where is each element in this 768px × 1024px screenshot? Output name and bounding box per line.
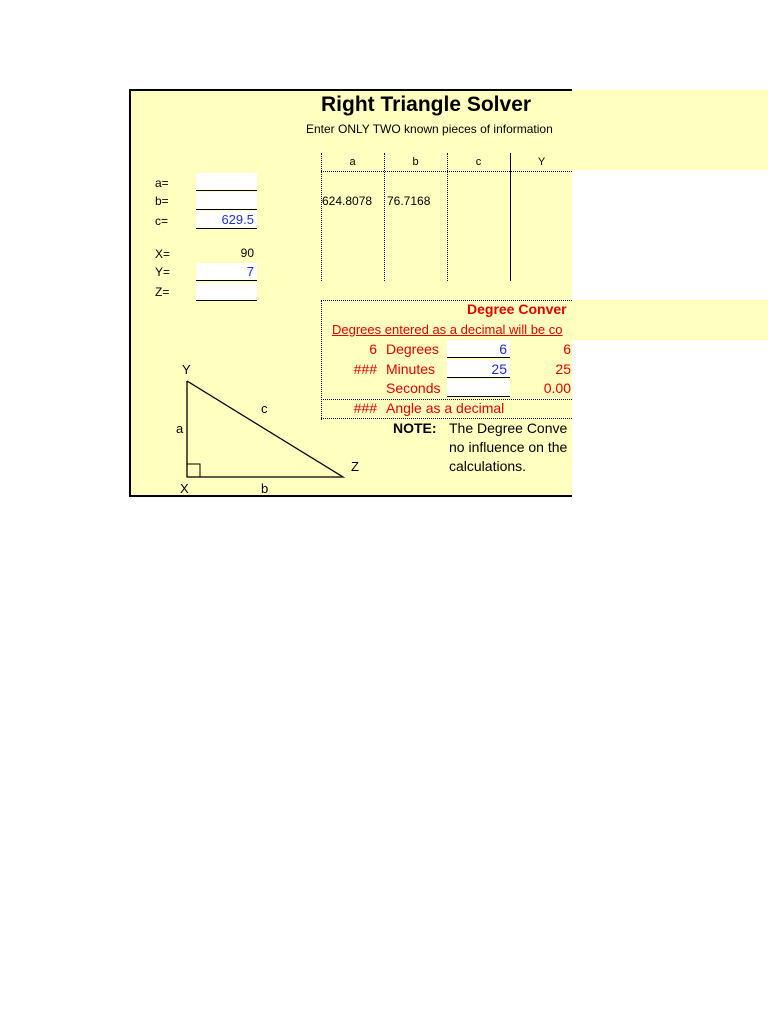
vertex-z-label: Z [351, 459, 359, 474]
triangle-outline [187, 381, 343, 477]
label-y: Y= [155, 265, 171, 279]
results-header-c: c [475, 156, 482, 168]
label-z: Z= [155, 285, 170, 299]
label-a: a= [155, 176, 169, 190]
note-line-1: The Degree Conve [449, 420, 568, 436]
converter-minutes-input[interactable]: 25 [447, 360, 510, 378]
side-b-label: b [261, 481, 269, 496]
results-header-a: a [349, 156, 356, 168]
converter-subtitle: Degrees entered as a decimal will be co [332, 322, 563, 337]
converter-minutes-label: Minutes [386, 361, 436, 377]
note-line-3: calculations. [449, 458, 527, 474]
page-subtitle: Enter ONLY TWO known pieces of information [306, 122, 553, 136]
triangle-diagram [131, 91, 572, 497]
input-y[interactable]: 7 [196, 263, 257, 281]
label-x: X= [155, 247, 171, 261]
results-header-y: Y [537, 156, 546, 168]
converter-band-extension [572, 300, 768, 340]
sheet-background-extension [572, 90, 768, 170]
converter-degrees-output: 6 [563, 341, 571, 357]
vertex-y-label: Y [182, 362, 191, 377]
note-line-2: no influence on the [449, 439, 568, 455]
converter-decimal-label: Angle as a decimal [386, 400, 505, 416]
converter-seconds-label: Seconds [386, 380, 441, 396]
converter-seconds-output: 0.00 [543, 380, 571, 396]
converter-minutes-result: ### [353, 361, 377, 377]
vertex-x-label: X [180, 481, 189, 496]
input-c[interactable]: 629.5 [196, 211, 257, 229]
converter-degrees-result: 6 [369, 341, 377, 357]
side-c-label: c [261, 401, 268, 416]
right-angle-marker [187, 464, 200, 477]
label-c: c= [155, 214, 169, 228]
result-a: 624.8078 [322, 194, 373, 208]
converter-minutes-output: 25 [555, 361, 571, 377]
right-triangle-solver-sheet [129, 89, 572, 497]
converter-decimal-result: ### [353, 400, 377, 416]
side-a-label: a [176, 421, 184, 436]
converter-degrees-label: Degrees [386, 341, 439, 357]
converter-degrees-input[interactable]: 6 [447, 340, 510, 358]
note-label: NOTE: [393, 420, 437, 436]
result-b: 76.7168 [387, 194, 431, 208]
page-title: Right Triangle Solver [321, 93, 532, 116]
results-header-b: b [412, 156, 419, 168]
value-x: 90 [240, 246, 254, 260]
converter-title: Degree Conver [467, 301, 567, 317]
label-b: b= [155, 194, 169, 208]
